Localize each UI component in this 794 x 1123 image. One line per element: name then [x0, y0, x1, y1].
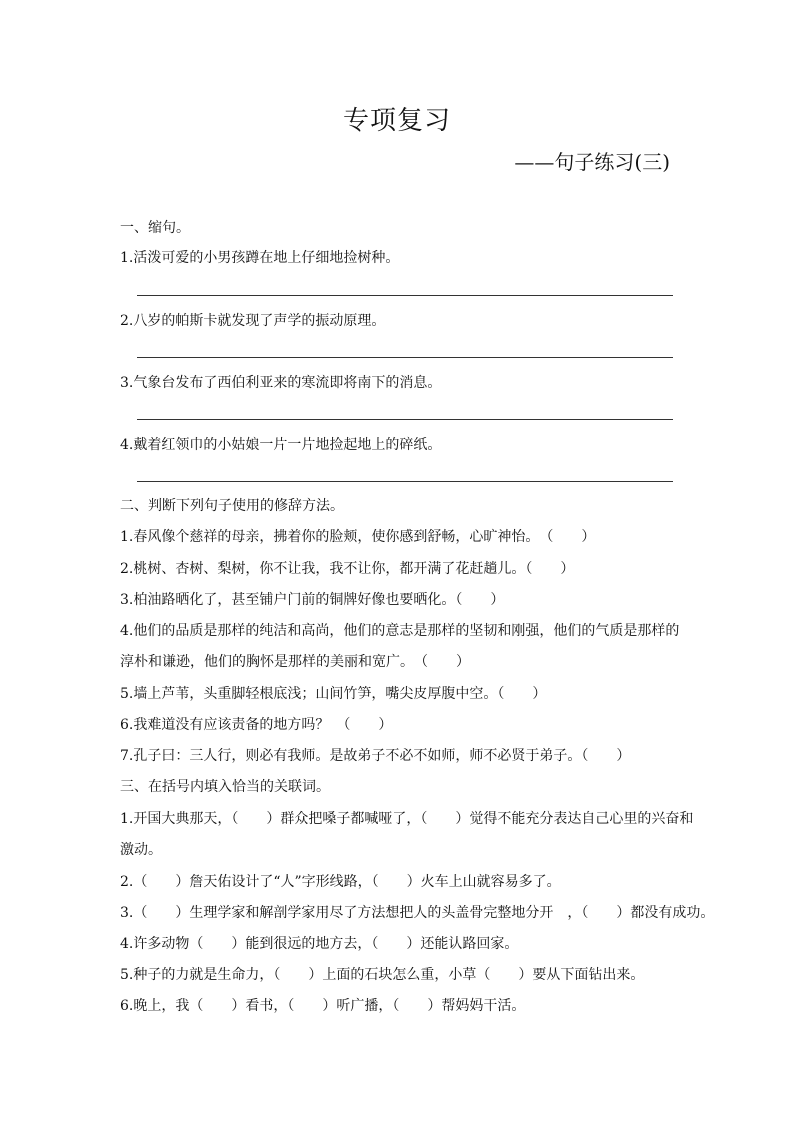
question-item: 7.孔子曰：三人行，则必有我师。是故弟子不必不如师，师不必贤于弟子。（ ） [120, 748, 631, 764]
question-item: 4.许多动物（ ）能到很远的地方去，（ ）还能认路回家。 [120, 936, 519, 952]
question-item: 4.戴着红领巾的小姑娘一片一片地捡起地上的碎纸。 [120, 437, 442, 453]
section-heading-1: 一、缩句。 [120, 220, 190, 236]
question-item: 6.晚上，我（ ）看书，（ ）听广播，（ ）帮妈妈干活。 [120, 998, 526, 1014]
question-item: 3.气象台发布了西伯利亚来的寒流即将南下的消息。 [120, 375, 442, 391]
question-item: 5.墙上芦苇，头重脚轻根底浅；山间竹笋，嘴尖皮厚腹中空。（ ） [120, 686, 547, 702]
question-item: 3.柏油路晒化了，甚至铺户门前的铜牌好像也要晒化。（ ） [120, 592, 505, 608]
question-item: 5.种子的力就是生命力，（ ）上面的石块怎么重，小草（ ）要从下面钻出来。 [120, 967, 645, 983]
question-item: 2.八岁的帕斯卡就发现了声学的振动原理。 [120, 313, 386, 329]
page-title: 专项复习 [342, 106, 451, 136]
question-item-continued: 淳朴和谦逊，他们的胸怀是那样的美丽和宽广。 （ ） [120, 654, 470, 670]
answer-line [137, 419, 673, 420]
answer-line [137, 295, 673, 296]
question-item: 2.桃树、杏树、梨树，你不让我，我不让你，都开满了花赶趟儿。（ ） [120, 561, 575, 577]
section-heading-2: 二、判断下列句子使用的修辞方法。 [120, 498, 344, 514]
question-item: 2.（ ）詹天佑设计了“人”字形线路，（ ）火车上山就容易多了。 [120, 874, 561, 890]
question-item: 4.他们的品质是那样的纯洁和高尚，他们的意志是那样的坚韧和刚强，他们的气质是那样的 [120, 623, 680, 639]
question-item: 3.（ ）生理学家和解剖学家用尽了方法想把人的头盖骨完整地分开 ，（ ）都没有成功。 [120, 905, 715, 921]
question-item: 6.我难道没有应该责备的地方吗？ （ ） [120, 717, 393, 733]
answer-line [137, 481, 673, 482]
page-subtitle: ——句子练习(三) [514, 150, 670, 174]
question-item: 1.春风像个慈祥的母亲，拂着你的脸颊，使你感到舒畅，心旷神怡。 （ ） [120, 529, 596, 545]
answer-line [137, 357, 673, 358]
question-item: 1.开国大典那天，（ ）群众把嗓子都喊哑了，（ ）觉得不能充分表达自己心里的兴奋和 [120, 811, 694, 827]
section-heading-3: 三、在括号内填入恰当的关联词。 [120, 779, 330, 795]
question-item-continued: 激动。 [120, 842, 162, 858]
question-item: 1.活泼可爱的小男孩蹲在地上仔细地捡树种。 [120, 250, 400, 266]
